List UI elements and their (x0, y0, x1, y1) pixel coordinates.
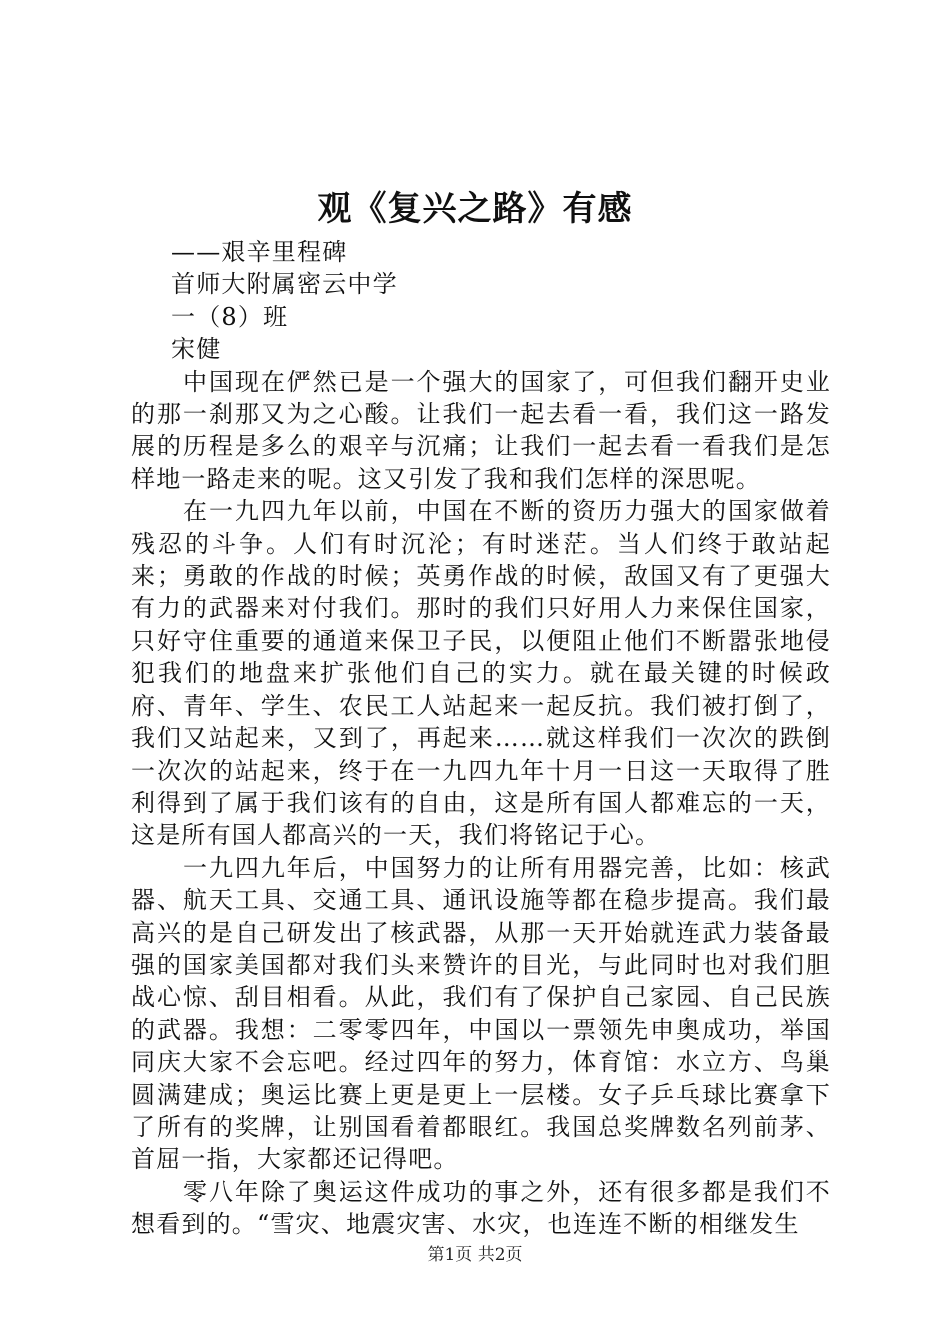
school-name: 首师大附属密云中学 (171, 270, 398, 299)
page-footer: 第1页 共2页 (427, 1245, 523, 1265)
document-title: 观《复兴之路》有感 (317, 189, 633, 229)
paragraph: 在一九四九年以前，中国在不断的资历力强大的国家做着残忍的斗争。人们有时沉沦；有时迷茫。当人们终于敢站起来；勇敢的作战的时候；英勇作战的时候，敌国又有了更强大有力的武器来对付我们。那时的我们只好用人力来保住国家，只好守住重要的通道来保卫子民，以便阻止他们不断嚣张地侵犯我们的地盘来扩张他们自己的实力。就在最关键的时候政府、青年、学生、农民工人站起来一起反抗。我们被打倒了，我们又站起来，又到了，再起来……就这样我们一次次的跌倒一次次的站起来，终于在一九四九年十月一日这一天取得了胜利得到了属于我们该有的自由，这是所有国人都难忘的一天，这是所有国人都高兴的一天，我们将铭记于心。 (131, 497, 831, 850)
document-subtitle: ——艰辛里程碑 (171, 238, 348, 266)
class-name: 一（8）班 (171, 302, 289, 331)
author-name: 宋健 (171, 335, 222, 364)
paragraph: 一九四九年后，中国努力的让所有用器完善，比如：核武器、航天工具、交通工具、通讯设施等都在稳步提高。我们最高兴的是自己研发出了核武器，从那一天开始就连武力装备最强的国家美国都对我们头来赞许的目光，与此同时也对我们胆战心惊、刮目相看。从此，我们有了保护自己家园、自己民族的武器。我想：二零零四年，中国以一票领先申奥成功，举国同庆大家不会忘吧。经过四年的努力，体育馆：水立方、鸟巢圆满建成；奥运比赛上更是更上一层楼。女子乒乓球比赛拿下了所有的奖牌，让别国看着都眼红。我国总奖牌数名列前茅、首屈一指，大家都还记得吧。 (131, 853, 831, 1174)
document-body (131, 236, 831, 1241)
paragraph: 中国现在俨然已是一个强大的国家了，可但我们翻开史业的那一刹那又为之心酸。让我们一起去看一看，我们这一路发展的历程是多么的艰辛与沉痛；让我们一起去看一看我们是怎样地一路走来的呢。这又引发了我和我们怎样的深思呢。 (131, 367, 831, 493)
paragraph: 零八年除了奥运这件成功的事之外，还有很多都是我们不想看到的。“雪灾、地震灾害、水灾，也连连不断的相继发生 (131, 1177, 831, 1239)
